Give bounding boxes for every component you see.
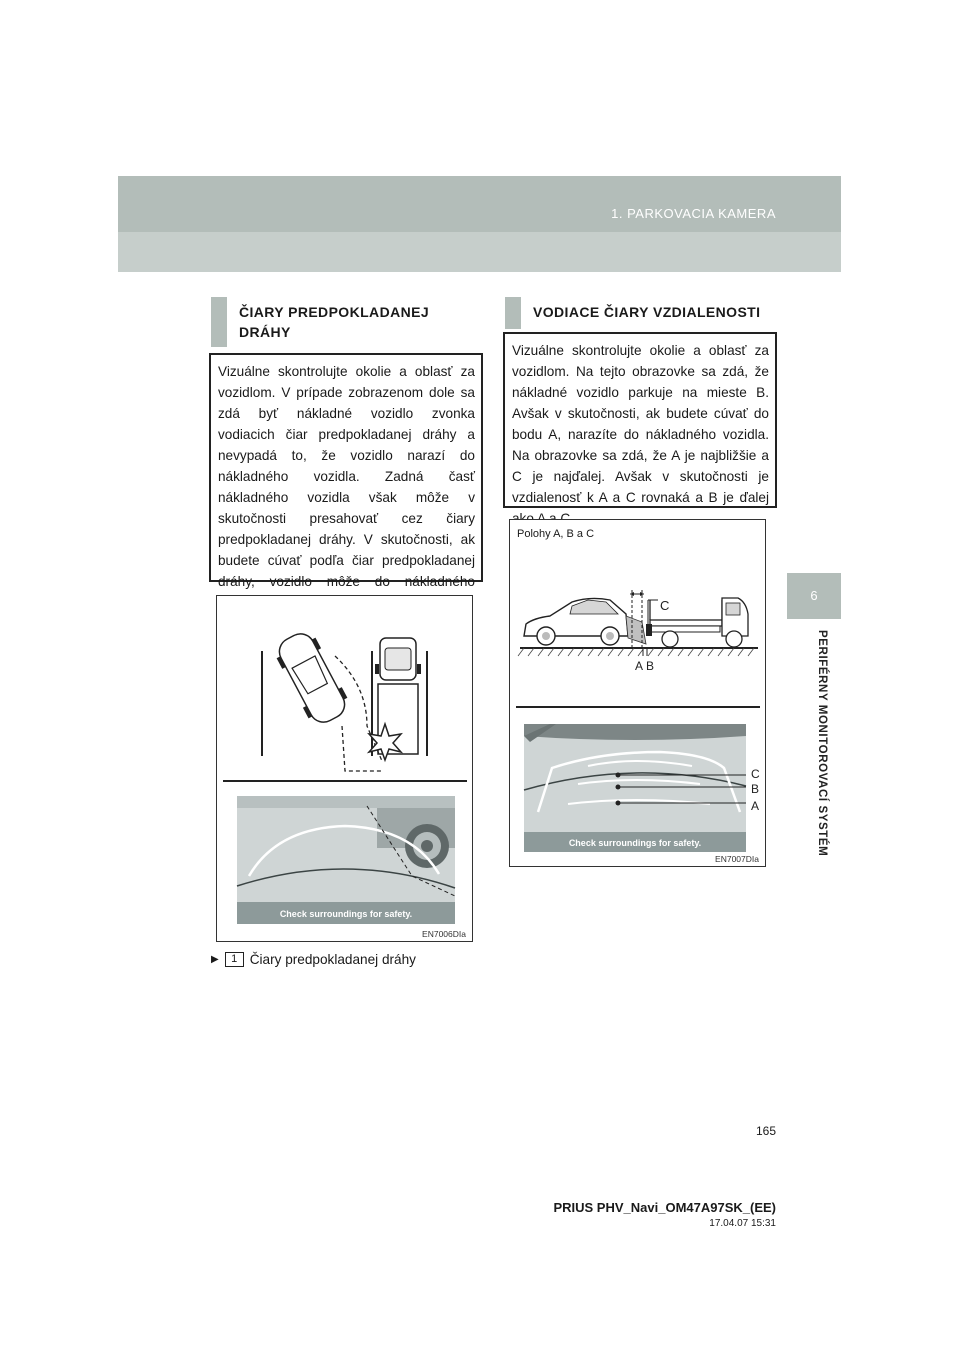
warning-text: Vizuálne skontrolujte okolie a oblasť za vozidlom. V prípade zobrazenom dole sa zdá byť nákladné vozidlo zvonka vodiacich čiar predpokladanej dráhy a nevypadá to, že vozidlo narazí do nákladného vozidla. Zadná časť nákladného vozidla však môže v skutočnosti presahovať cez čiary predpokladanej dráhy. V skutočnosti, ak budete cúvať podľa čiar predpokladanej dráhy, vozidlo môže do nákladného bbox=[218, 364, 475, 589]
car-top-view bbox=[271, 627, 353, 729]
header-band-lower bbox=[118, 232, 841, 272]
camera-screen bbox=[524, 724, 746, 852]
section-heading-distance-lines bbox=[505, 297, 775, 329]
warning-box-predicted-path bbox=[209, 353, 483, 589]
header-title: 1. PARKOVACIA KAMERA bbox=[611, 206, 776, 221]
document-code: PRIUS PHV_Navi_OM47A97SK_(EE) bbox=[553, 1200, 776, 1215]
warning-text: Vizuálne skontrolujte okolie a oblasť za vozidlom. Na tejto obrazovke sa zdá, že nákladné vozidlo parkuje na mieste B. Avšak v skutočnosti, ak budete cúvať do bodu A, narazíte do nákladného vozidla. Na obrazovke sa zdá, že A je najbližšie a C je najďalej. Avšak v skutočnosti je vzdialenosť k A a C rovnaká a B je ďalej bbox=[512, 343, 769, 505]
chapter-number: 6 bbox=[810, 588, 818, 603]
chapter-label bbox=[814, 630, 830, 870]
screen-warning-text: Check surroundings for safety. bbox=[568, 838, 702, 848]
figure-caption bbox=[211, 952, 416, 967]
figure-code: EN7006DIa bbox=[422, 929, 466, 939]
heading-line-2: DRÁHY bbox=[239, 324, 291, 340]
screen-label-c: C bbox=[751, 767, 760, 781]
section-heading-title: VODIACE ČIARY VZDIALENOSTI bbox=[533, 304, 761, 320]
predicted-path-illustration bbox=[217, 596, 472, 941]
chapter-label-text: PERIFÉRNY MONITOROVACÍ SYSTÉM bbox=[816, 630, 828, 857]
document-timestamp: 17.04.07 15:31 bbox=[709, 1218, 776, 1229]
warning-box-distance-lines bbox=[503, 332, 777, 508]
caption-arrow-icon: ▶ bbox=[211, 954, 219, 965]
section-heading-predicted-path bbox=[211, 297, 481, 347]
page-number: 165 bbox=[755, 1124, 776, 1138]
heading-line-1: ČIARY PREDPOKLADANEJ bbox=[239, 304, 430, 320]
car-side-view bbox=[524, 598, 628, 645]
screen-label-a: A bbox=[751, 799, 760, 813]
section-heading-tab bbox=[505, 297, 521, 329]
camera-view-area bbox=[626, 616, 646, 644]
ground-hatch bbox=[518, 648, 754, 656]
figure-code: EN7007DIa bbox=[715, 854, 759, 864]
position-label-a: A bbox=[635, 659, 644, 673]
header-band bbox=[118, 176, 841, 272]
position-label-b: B bbox=[646, 659, 655, 673]
section-heading-tab bbox=[211, 297, 227, 347]
caption-number: 1 bbox=[225, 952, 244, 967]
figure-distance-positions bbox=[509, 519, 766, 867]
screen-warning-text: Check surroundings for safety. bbox=[279, 909, 413, 919]
caption-text: Čiary predpokladanej dráhy bbox=[249, 952, 416, 967]
section-heading-title bbox=[239, 302, 477, 342]
screen-label-b: B bbox=[751, 782, 760, 796]
figure-title: Polohy A, B a C bbox=[517, 528, 595, 540]
distance-positions-illustration bbox=[510, 520, 765, 866]
position-label-c: C bbox=[660, 598, 670, 613]
figure-predicted-path bbox=[216, 595, 473, 942]
